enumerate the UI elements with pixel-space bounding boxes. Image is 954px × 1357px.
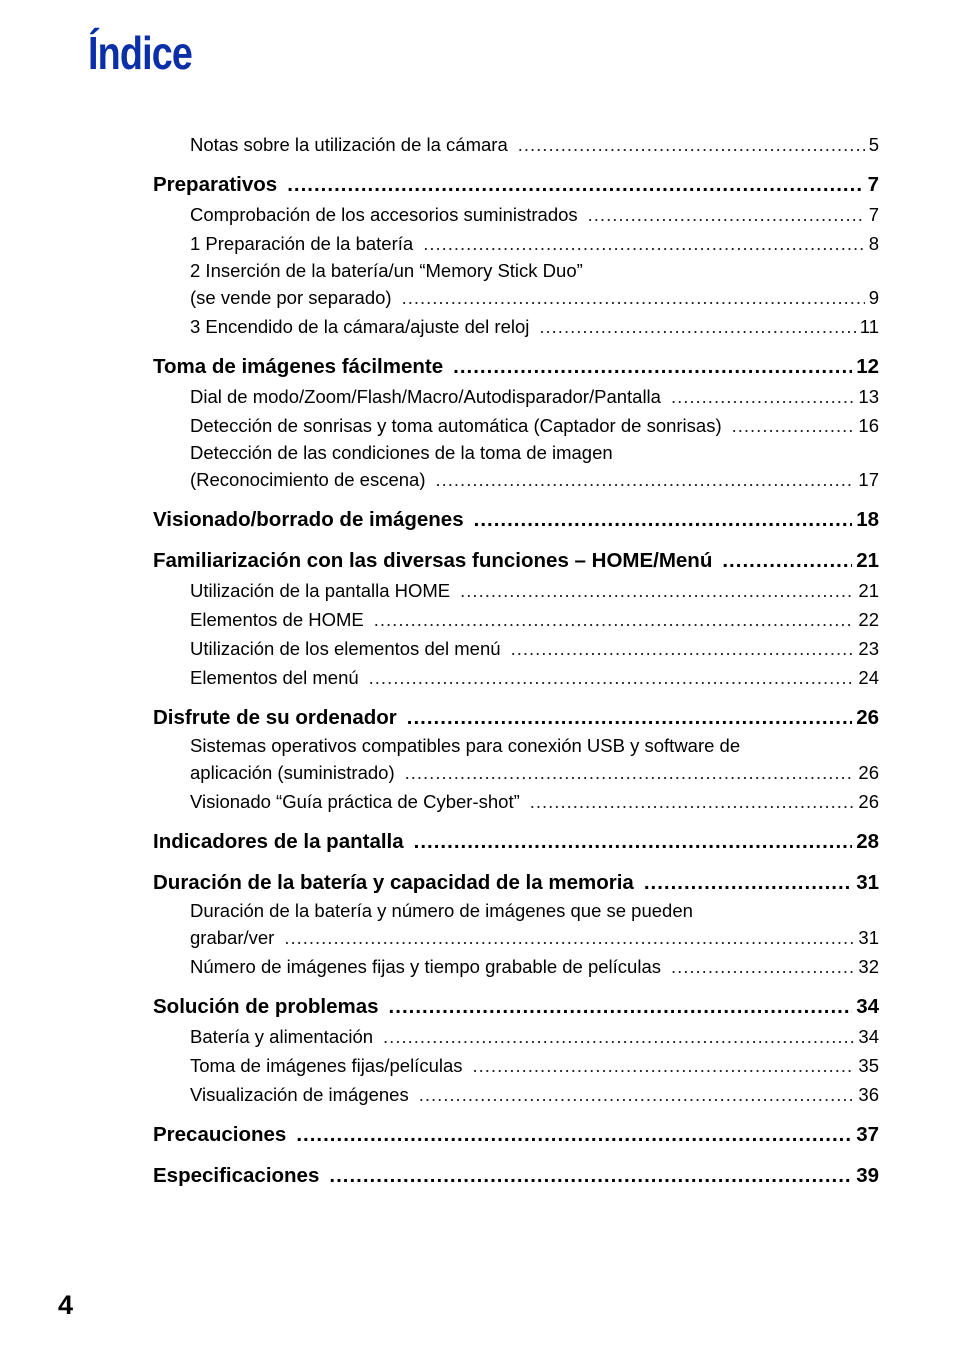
dot-leader <box>474 504 853 535</box>
toc-entry-label: Toma de imágenes fijas/películas <box>190 1055 463 1076</box>
toc-entry-label: Notas sobre la utilización de la cámara <box>190 134 508 155</box>
dot-leader <box>423 229 865 258</box>
toc-section-page: 37 <box>856 1123 879 1146</box>
toc-entry-page: 21 <box>858 580 879 601</box>
toc-entry-page: 13 <box>858 386 879 407</box>
toc-entry-label: Visualización de imágenes <box>190 1084 409 1105</box>
dot-leader <box>671 382 854 411</box>
table-of-contents <box>153 130 879 1191</box>
toc-entry-label: Utilización de la pantalla HOME <box>190 580 451 601</box>
toc-entry[interactable] <box>153 465 879 494</box>
dot-leader <box>671 952 854 981</box>
toc-section-page: 21 <box>856 549 879 572</box>
dot-leader <box>389 991 853 1022</box>
toc-section[interactable] <box>153 351 879 382</box>
toc-entry-label: Dial de modo/Zoom/Flash/Macro/Autodisparador/Pantalla <box>190 386 661 407</box>
toc-section-label: Familiarización con las diversas funciones – HOME/Menú <box>153 549 713 572</box>
toc-entry[interactable] <box>153 312 879 341</box>
toc-section[interactable] <box>153 1160 879 1191</box>
toc-entry[interactable] <box>153 576 879 605</box>
toc-entry[interactable] <box>153 663 879 692</box>
toc-entry-page: 9 <box>868 287 879 308</box>
toc-entry-first-line: Detección de las condiciones de la toma de imagen <box>190 442 613 463</box>
dot-leader <box>518 130 865 159</box>
dot-leader <box>369 663 855 692</box>
dot-leader <box>296 1119 852 1150</box>
toc-section[interactable] <box>153 867 879 898</box>
toc-entry[interactable] <box>153 758 879 787</box>
dot-leader <box>402 283 865 312</box>
toc-entry-label: Utilización de los elementos del menú <box>190 638 501 659</box>
dot-leader <box>539 312 855 341</box>
toc-entry[interactable] <box>153 952 879 981</box>
toc-entry-label: Batería y alimentación <box>190 1026 374 1047</box>
toc-entry[interactable] <box>153 1080 879 1109</box>
toc-entry-page: 22 <box>858 609 879 630</box>
toc-section-page: 18 <box>856 508 879 531</box>
dot-leader <box>460 576 854 605</box>
toc-section-page: 31 <box>856 871 879 894</box>
dot-leader <box>453 351 852 382</box>
dot-leader <box>419 1080 855 1109</box>
toc-entry-page: 17 <box>858 469 879 490</box>
toc-entry-page: 11 <box>859 316 879 337</box>
toc-section-label: Indicadores de la pantalla <box>153 830 404 853</box>
toc-entry-page: 5 <box>868 134 879 155</box>
toc-entry-page: 24 <box>858 667 879 688</box>
toc-entry-label: Elementos del menú <box>190 667 359 688</box>
dot-leader <box>588 200 865 229</box>
toc-entry-first-line: Duración de la batería y número de imágenes que se pueden <box>190 900 693 921</box>
toc-entry-label: Número de imágenes fijas y tiempo grabable de películas <box>190 956 661 977</box>
page-title: Índice <box>88 27 193 79</box>
dot-leader <box>329 1160 852 1191</box>
dot-leader <box>644 867 852 898</box>
toc-section-label: Preparativos <box>153 173 278 196</box>
dot-leader <box>407 702 852 733</box>
toc-entry-page: 23 <box>858 638 879 659</box>
toc-entry-page: 7 <box>868 204 879 225</box>
dot-leader <box>284 923 854 952</box>
toc-entry-label: aplicación (suministrado) <box>190 762 395 783</box>
toc-entry-label: Comprobación de los accesorios suministrados <box>190 204 578 225</box>
dot-leader <box>511 634 855 663</box>
toc-section-page: 12 <box>856 355 879 378</box>
toc-entry[interactable] <box>153 1022 879 1051</box>
toc-entry[interactable] <box>153 1051 879 1080</box>
toc-entry-page: 32 <box>858 956 879 977</box>
dot-leader <box>374 605 855 634</box>
toc-entry[interactable] <box>153 382 879 411</box>
toc-section[interactable] <box>153 1119 879 1150</box>
toc-entry-page: 31 <box>858 927 879 948</box>
toc-section-label: Especificaciones <box>153 1164 320 1187</box>
dot-leader <box>414 826 853 857</box>
toc-section[interactable] <box>153 991 879 1022</box>
toc-section[interactable] <box>153 545 879 576</box>
toc-section[interactable] <box>153 826 879 857</box>
dot-leader <box>287 169 863 200</box>
toc-entry-label: Visionado “Guía práctica de Cyber-shot” <box>190 791 520 812</box>
toc-entry[interactable] <box>153 200 879 229</box>
toc-entry-first-line: 2 Inserción de la batería/un “Memory Stick Duo” <box>190 260 583 281</box>
toc-entry-first-line: Sistemas operativos compatibles para conexión USB y software de <box>190 735 741 756</box>
toc-entry[interactable] <box>153 634 879 663</box>
toc-entry-label: (Reconocimiento de escena) <box>190 469 426 490</box>
dot-leader <box>473 1051 855 1080</box>
toc-section-label: Solución de problemas <box>153 995 379 1018</box>
toc-entry-page: 26 <box>858 791 879 812</box>
dot-leader <box>436 465 855 494</box>
dot-leader <box>732 411 855 440</box>
toc-entry-page: 34 <box>858 1026 879 1047</box>
toc-entry-label: 1 Preparación de la batería <box>190 233 414 254</box>
page-number: 4 <box>58 1290 74 1320</box>
toc-section-page: 39 <box>856 1164 879 1187</box>
toc-section-label: Disfrute de su ordenador <box>153 706 397 729</box>
toc-entry[interactable] <box>153 605 879 634</box>
dot-leader <box>405 758 855 787</box>
toc-entry-label: Elementos de HOME <box>190 609 364 630</box>
toc-entry-page: 35 <box>858 1055 879 1076</box>
toc-entry-label: 3 Encendido de la cámara/ajuste del reloj <box>190 316 530 337</box>
toc-entry-label: grabar/ver <box>190 927 275 948</box>
toc-section-page: 28 <box>856 830 879 853</box>
toc-entry[interactable] <box>153 130 879 159</box>
toc-section-label: Precauciones <box>153 1123 287 1146</box>
toc-section-label: Duración de la batería y capacidad de la memoria <box>153 871 634 894</box>
toc-entry[interactable] <box>153 283 879 312</box>
toc-section[interactable] <box>153 504 879 535</box>
toc-section-label: Visionado/borrado de imágenes <box>153 508 464 531</box>
toc-section[interactable] <box>153 169 879 200</box>
toc-entry-page: 8 <box>868 233 879 254</box>
dot-leader <box>383 1022 854 1051</box>
toc-entry-page: 36 <box>858 1084 879 1105</box>
toc-entry-page: 16 <box>858 415 879 436</box>
toc-entry[interactable] <box>153 923 879 952</box>
toc-entry-label: (se vende por separado) <box>190 287 392 308</box>
dot-leader <box>722 545 852 576</box>
toc-entry-label: Detección de sonrisas y toma automática (Captador de sonrisas) <box>190 415 722 436</box>
dot-leader <box>530 787 855 816</box>
toc-entry[interactable] <box>153 411 879 440</box>
toc-entry-page: 26 <box>858 762 879 783</box>
toc-section[interactable] <box>153 702 879 733</box>
toc-section-page: 26 <box>856 706 879 729</box>
toc-entry[interactable] <box>153 229 879 258</box>
toc-entry[interactable] <box>153 787 879 816</box>
toc-section-page: 34 <box>856 995 879 1018</box>
toc-section-label: Toma de imágenes fácilmente <box>153 355 444 378</box>
toc-section-page: 7 <box>867 173 879 196</box>
